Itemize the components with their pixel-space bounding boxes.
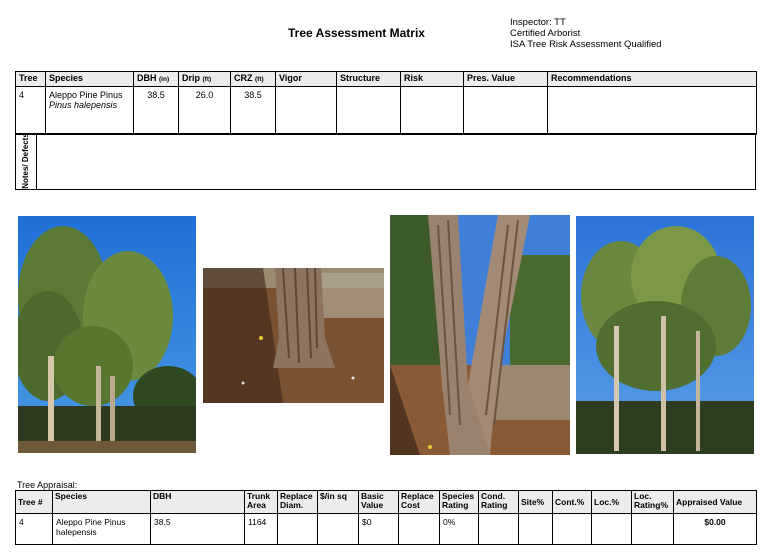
col-risk: Risk bbox=[401, 72, 464, 87]
cell-dbh: 38.5 bbox=[134, 87, 179, 135]
col-loc: Loc.% bbox=[592, 491, 632, 514]
col-dbh: DBH (in) bbox=[134, 72, 179, 87]
cell-loc-rating bbox=[632, 514, 674, 545]
col-drip: Drip (ft) bbox=[179, 72, 231, 87]
col-crz: CRZ (ft) bbox=[231, 72, 276, 87]
cell-cond-rating bbox=[479, 514, 519, 545]
cell-per-sq-in bbox=[318, 514, 359, 545]
photo-split-trunk bbox=[390, 215, 570, 455]
photo-full-tree-2-image bbox=[576, 216, 754, 454]
notes-label: Notes/ Defects bbox=[21, 133, 30, 189]
species-latin: Pinus halepensis bbox=[49, 100, 118, 110]
notes-defects-box bbox=[15, 133, 756, 190]
species-common: Aleppo Pine Pinus bbox=[49, 90, 123, 100]
appraisal-label: Tree Appraisal: bbox=[17, 480, 78, 490]
table-row bbox=[16, 87, 757, 135]
col-recommendations: Recommendations bbox=[548, 72, 757, 87]
col-per-sq-in: $/in sq bbox=[318, 491, 359, 514]
cell-replace-diam bbox=[278, 514, 318, 545]
inspector-name: Inspector: TT bbox=[510, 17, 566, 28]
cell-site bbox=[519, 514, 553, 545]
cell-loc bbox=[592, 514, 632, 545]
col-vigor: Vigor bbox=[276, 72, 337, 87]
cell-trunk-area: 1164 bbox=[245, 514, 278, 545]
inspector-qualification: ISA Tree Risk Assessment Qualified bbox=[510, 39, 662, 50]
cell-species: Aleppo Pine Pinus halepensis bbox=[53, 514, 151, 545]
appraisal-table bbox=[15, 490, 757, 545]
cell-risk bbox=[401, 87, 464, 135]
matrix-header-row bbox=[16, 72, 757, 87]
photo-full-tree-2 bbox=[576, 216, 754, 454]
col-tree: Tree bbox=[16, 72, 46, 87]
cell-drip: 26.0 bbox=[179, 87, 231, 135]
col-structure: Structure bbox=[337, 72, 401, 87]
photo-trunk-base-image bbox=[203, 268, 384, 403]
col-replace-cost: Replace Cost bbox=[399, 491, 440, 514]
cell-tree: 4 bbox=[16, 87, 46, 135]
col-cond-rating: Cond. Rating bbox=[479, 491, 519, 514]
cell-vigor bbox=[276, 87, 337, 135]
col-species: Species bbox=[53, 491, 151, 514]
appraisal-header-row bbox=[16, 491, 757, 514]
photo-full-tree-1-image bbox=[18, 216, 196, 453]
cell-pres-value bbox=[464, 87, 548, 135]
cell-species bbox=[46, 87, 134, 135]
cell-species-rating: 0% bbox=[440, 514, 479, 545]
col-dbh: DBH bbox=[151, 491, 245, 514]
col-site: Site% bbox=[519, 491, 553, 514]
inspector-block bbox=[510, 17, 662, 50]
photo-split-trunk-image bbox=[390, 215, 570, 455]
col-appraised-value: Appraised Value bbox=[674, 491, 757, 514]
cell-dbh: 38.5 bbox=[151, 514, 245, 545]
col-replace-diam: Replace Diam. bbox=[278, 491, 318, 514]
photo-full-tree-1 bbox=[18, 216, 196, 453]
col-trunk-area: Trunk Area bbox=[245, 491, 278, 514]
col-cont: Cont.% bbox=[553, 491, 592, 514]
assessment-matrix-table bbox=[15, 71, 757, 135]
cell-crz: 38.5 bbox=[231, 87, 276, 135]
cell-tree-no: 4 bbox=[16, 514, 53, 545]
col-pres-value: Pres. Value bbox=[464, 72, 548, 87]
cell-cont bbox=[553, 514, 592, 545]
col-basic-value: Basic Value bbox=[359, 491, 399, 514]
notes-label-cell bbox=[16, 134, 37, 189]
cell-replace-cost bbox=[399, 514, 440, 545]
col-species: Species bbox=[46, 72, 134, 87]
table-row bbox=[16, 514, 757, 545]
page-title: Tree Assessment Matrix bbox=[288, 26, 425, 40]
cell-structure bbox=[337, 87, 401, 135]
cell-appraised-value: $0.00 bbox=[674, 514, 757, 545]
inspector-certification: Certified Arborist bbox=[510, 28, 581, 39]
col-loc-rating: Loc. Rating% bbox=[632, 491, 674, 514]
cell-recommendations bbox=[548, 87, 757, 135]
photo-trunk-base bbox=[203, 268, 384, 403]
cell-basic-value: $0 bbox=[359, 514, 399, 545]
col-species-rating: Species Rating bbox=[440, 491, 479, 514]
col-tree-no: Tree # bbox=[16, 491, 53, 514]
